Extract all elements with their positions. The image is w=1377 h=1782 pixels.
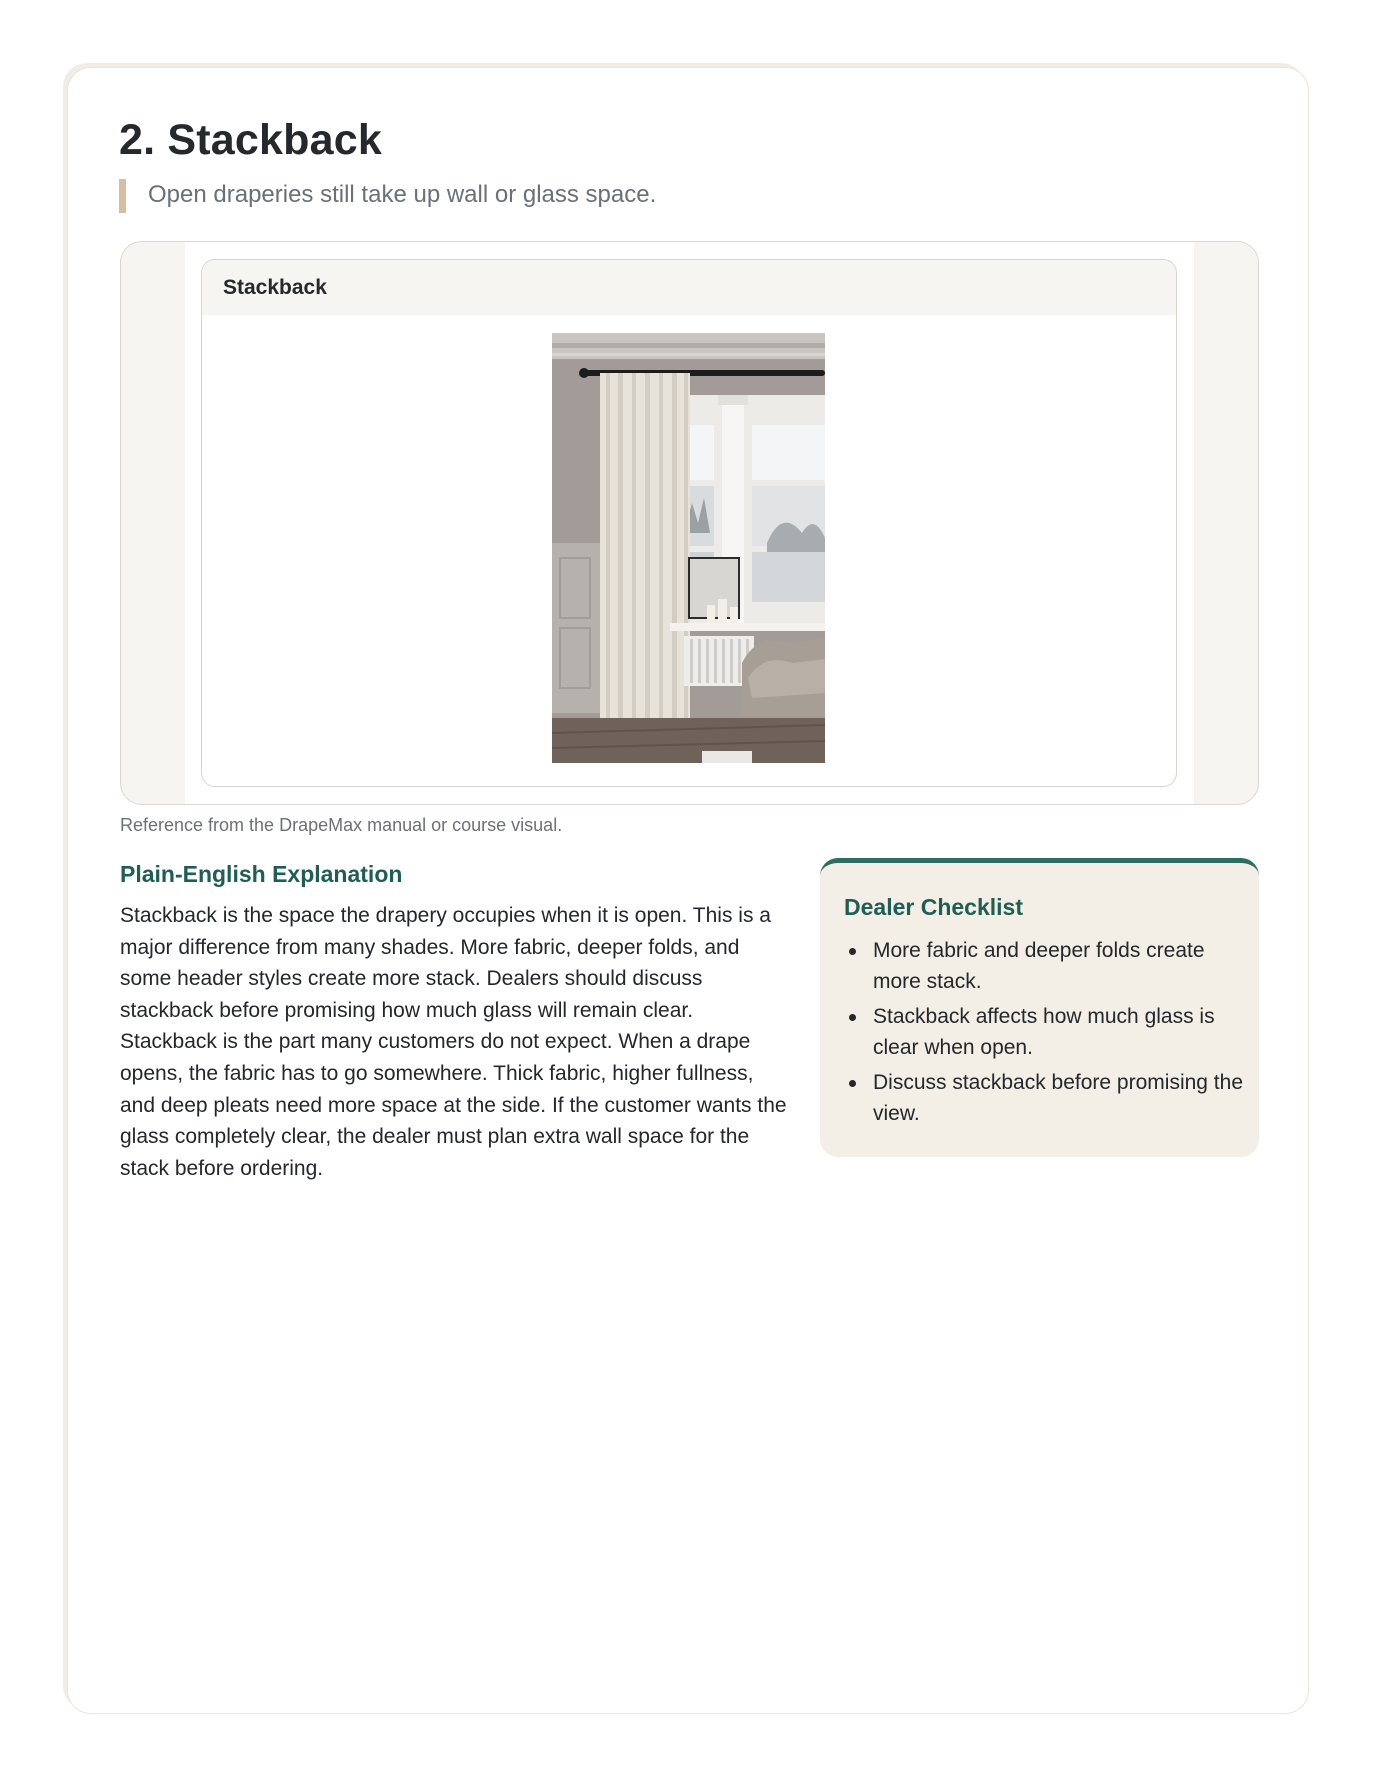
checklist-item: [844, 1068, 1244, 1129]
figure-inner-panel: [185, 242, 1194, 804]
checklist-item-text: Discuss stackback before promising the view.: [873, 1071, 1243, 1125]
bullet-icon: [849, 1014, 856, 1021]
figure-card-title: Stackback: [202, 260, 1176, 315]
explanation-heading: Plain-English Explanation: [120, 861, 403, 887]
document-page: [67, 67, 1309, 1714]
page-subtitle: Open draperies still take up wall or glass space.: [148, 181, 657, 208]
explanation-body: Stackback is the space the drapery occupies when it is open. This is a major difference from many shades. More fabric, deeper folds, and some header styles create more stack. Dealers should discuss stackback before promising how much glass will remain clear. Stackback is the part many customers do not expect. When a drape opens, the fabric has to go somewhere. Thick fabric, higher fullness, and deep pleats need more space at the side. If the customer wants the glass completely clear, the dealer must plan extra wall space for the stack before ordering.: [120, 904, 787, 1180]
figure-frame: [120, 241, 1259, 805]
checklist-item-text: More fabric and deeper folds create more stack.: [873, 939, 1205, 993]
figure-card: [201, 259, 1177, 787]
checklist-item: [844, 1002, 1244, 1063]
bullet-icon: [849, 1080, 856, 1087]
bullet-icon: [849, 948, 856, 955]
figure-caption: Reference from the DrapeMax manual or course visual.: [120, 815, 563, 835]
checklist-title: Dealer Checklist: [844, 894, 1023, 920]
dealer-checklist-panel: [820, 858, 1259, 1157]
subtitle-accent-bar: [119, 179, 126, 213]
checklist-item: [844, 936, 1244, 997]
checklist-item-text: Stackback affects how much glass is clear when open.: [873, 1005, 1215, 1059]
stackback-photo: [552, 333, 825, 763]
page-title: 2. Stackback: [119, 116, 382, 164]
checklist-list: [844, 936, 1244, 1134]
drapery-photo-illustration: [552, 333, 825, 763]
